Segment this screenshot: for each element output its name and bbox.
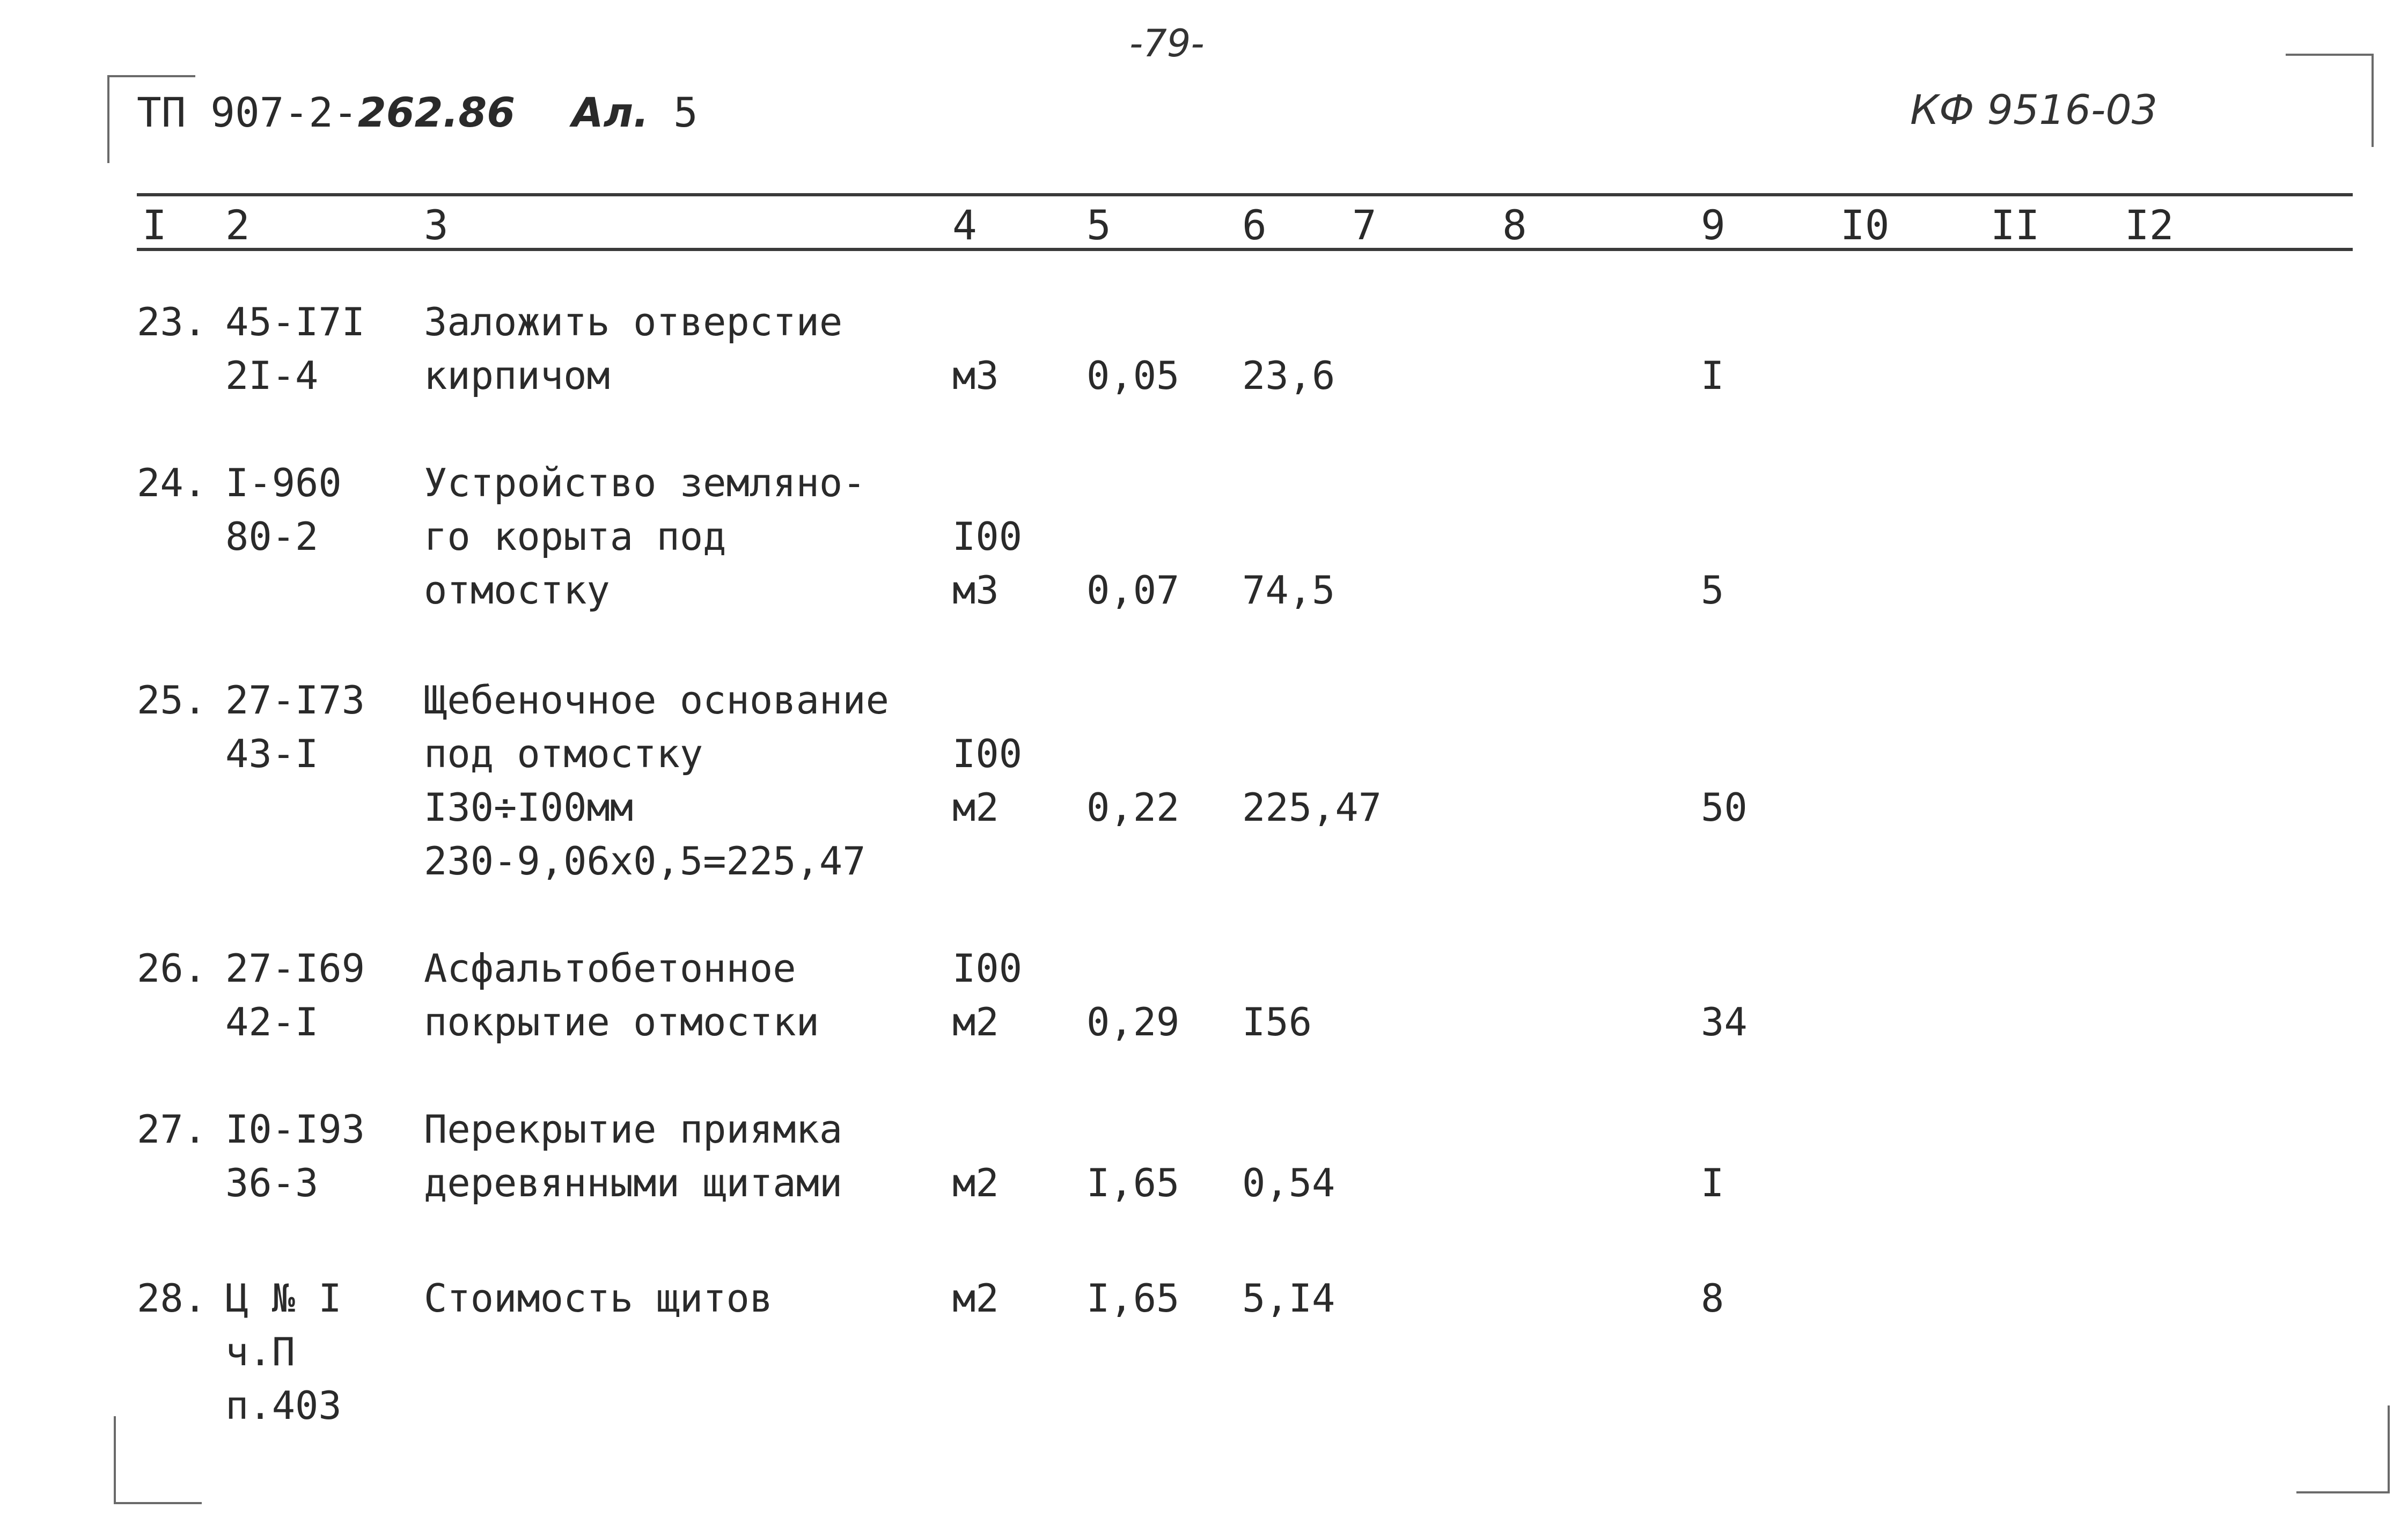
- column-header-11: II: [1991, 201, 2040, 249]
- column-header-2: 2: [225, 201, 250, 249]
- header-rule-top: [137, 193, 2353, 196]
- row-description-line: го корыта под: [424, 514, 726, 559]
- row-code-line: 45-I7I: [225, 299, 365, 344]
- row-price: 74,5: [1242, 568, 1335, 613]
- corner-code: КФ 9516-03: [1910, 86, 2158, 134]
- row-value-col9: I: [1701, 353, 1724, 398]
- row-code-line: 27-I69: [225, 946, 365, 991]
- row-quantity: I,65: [1086, 1276, 1180, 1321]
- column-header-9: 9: [1701, 201, 1726, 249]
- column-header-5: 5: [1086, 201, 1111, 249]
- row-description-line: деревянными щитами: [424, 1160, 843, 1205]
- row-value-col9: 50: [1701, 785, 1748, 830]
- column-header-10: I0: [1840, 201, 1890, 249]
- sheet-label: Ал.: [571, 89, 649, 136]
- row-value-col9: 5: [1701, 568, 1724, 613]
- row-code-line: I0-I93: [225, 1107, 365, 1152]
- column-header-12: I2: [2125, 201, 2174, 249]
- row-description-line: Заложить отверстие: [424, 299, 843, 344]
- row-unit-line: м3: [952, 568, 999, 613]
- row-unit-line: м3: [952, 353, 999, 398]
- row-unit-line: I00: [952, 514, 1023, 559]
- row-code-line: 36-3: [225, 1160, 319, 1205]
- row-price: 225,47: [1242, 785, 1382, 830]
- row-number: 24.: [137, 460, 207, 505]
- corner-mark-bottom-right: [2296, 1405, 2390, 1493]
- row-price: 5,I4: [1242, 1276, 1335, 1321]
- row-description-line: Стоимость щитов: [424, 1276, 773, 1321]
- row-unit-line: м2: [952, 1160, 999, 1205]
- row-description-line: 230-9,06x0,5=225,47: [424, 838, 866, 884]
- row-unit-line: м2: [952, 1276, 999, 1321]
- row-description-line: Щебеночное основание: [424, 678, 889, 723]
- row-code-line: 43-I: [225, 731, 319, 776]
- row-code-line: 27-I73: [225, 678, 365, 723]
- column-header-6: 6: [1242, 201, 1267, 249]
- row-description-line: Устройство землянo-: [424, 460, 866, 505]
- document-code: [137, 89, 698, 136]
- row-number: 27.: [137, 1107, 207, 1152]
- row-code-line: 42-I: [225, 999, 319, 1044]
- row-quantity: I,65: [1086, 1160, 1180, 1205]
- row-quantity: 0,05: [1086, 353, 1180, 398]
- row-price: 23,6: [1242, 353, 1335, 398]
- row-code-line: 80-2: [225, 514, 319, 559]
- row-code-line: Ц № I: [225, 1276, 342, 1321]
- row-code-line: 2I-4: [225, 353, 319, 398]
- row-number: 23.: [137, 299, 207, 344]
- row-value-col9: 34: [1701, 999, 1748, 1044]
- row-code-line: ч.П: [225, 1329, 296, 1374]
- row-unit-line: м2: [952, 785, 999, 830]
- row-unit-line: м2: [952, 999, 999, 1044]
- corner-mark-top-right: [2286, 54, 2374, 147]
- row-number: 25.: [137, 678, 207, 723]
- row-description-line: Перекрытие приямка: [424, 1107, 843, 1152]
- row-quantity: 0,07: [1086, 568, 1180, 613]
- row-description-line: кирпичом: [424, 353, 610, 398]
- row-value-col9: 8: [1701, 1276, 1724, 1321]
- column-header-8: 8: [1502, 201, 1527, 249]
- row-value-col9: I: [1701, 1160, 1724, 1205]
- column-header-3: 3: [424, 201, 449, 249]
- row-price: 0,54: [1242, 1160, 1335, 1205]
- document-code-prefix: ТП 907-2-: [137, 89, 358, 136]
- page-number: -79-: [1129, 21, 1205, 65]
- column-header-4: 4: [952, 201, 977, 249]
- row-number: 26.: [137, 946, 207, 991]
- row-number: 28.: [137, 1276, 207, 1321]
- row-unit-line: I00: [952, 731, 1023, 776]
- row-description-line: отмостку: [424, 568, 610, 613]
- row-code-line: п.403: [225, 1383, 342, 1428]
- row-quantity: 0,29: [1086, 999, 1180, 1044]
- row-description-line: Асфальтобетонное: [424, 946, 796, 991]
- corner-mark-bottom-left: [114, 1416, 202, 1504]
- row-description-line: I30÷I00мм: [424, 785, 634, 830]
- row-description-line: под отмостку: [424, 731, 703, 776]
- row-quantity: 0,22: [1086, 785, 1180, 830]
- column-header-1: I: [142, 201, 167, 249]
- row-code-line: I-960: [225, 460, 342, 505]
- row-description-line: покрытие отмостки: [424, 999, 819, 1044]
- document-code-number: 262.86: [357, 89, 516, 136]
- column-header-7: 7: [1352, 201, 1377, 249]
- row-unit-line: I00: [952, 946, 1023, 991]
- sheet-number: 5: [673, 89, 698, 136]
- row-price: I56: [1242, 999, 1312, 1044]
